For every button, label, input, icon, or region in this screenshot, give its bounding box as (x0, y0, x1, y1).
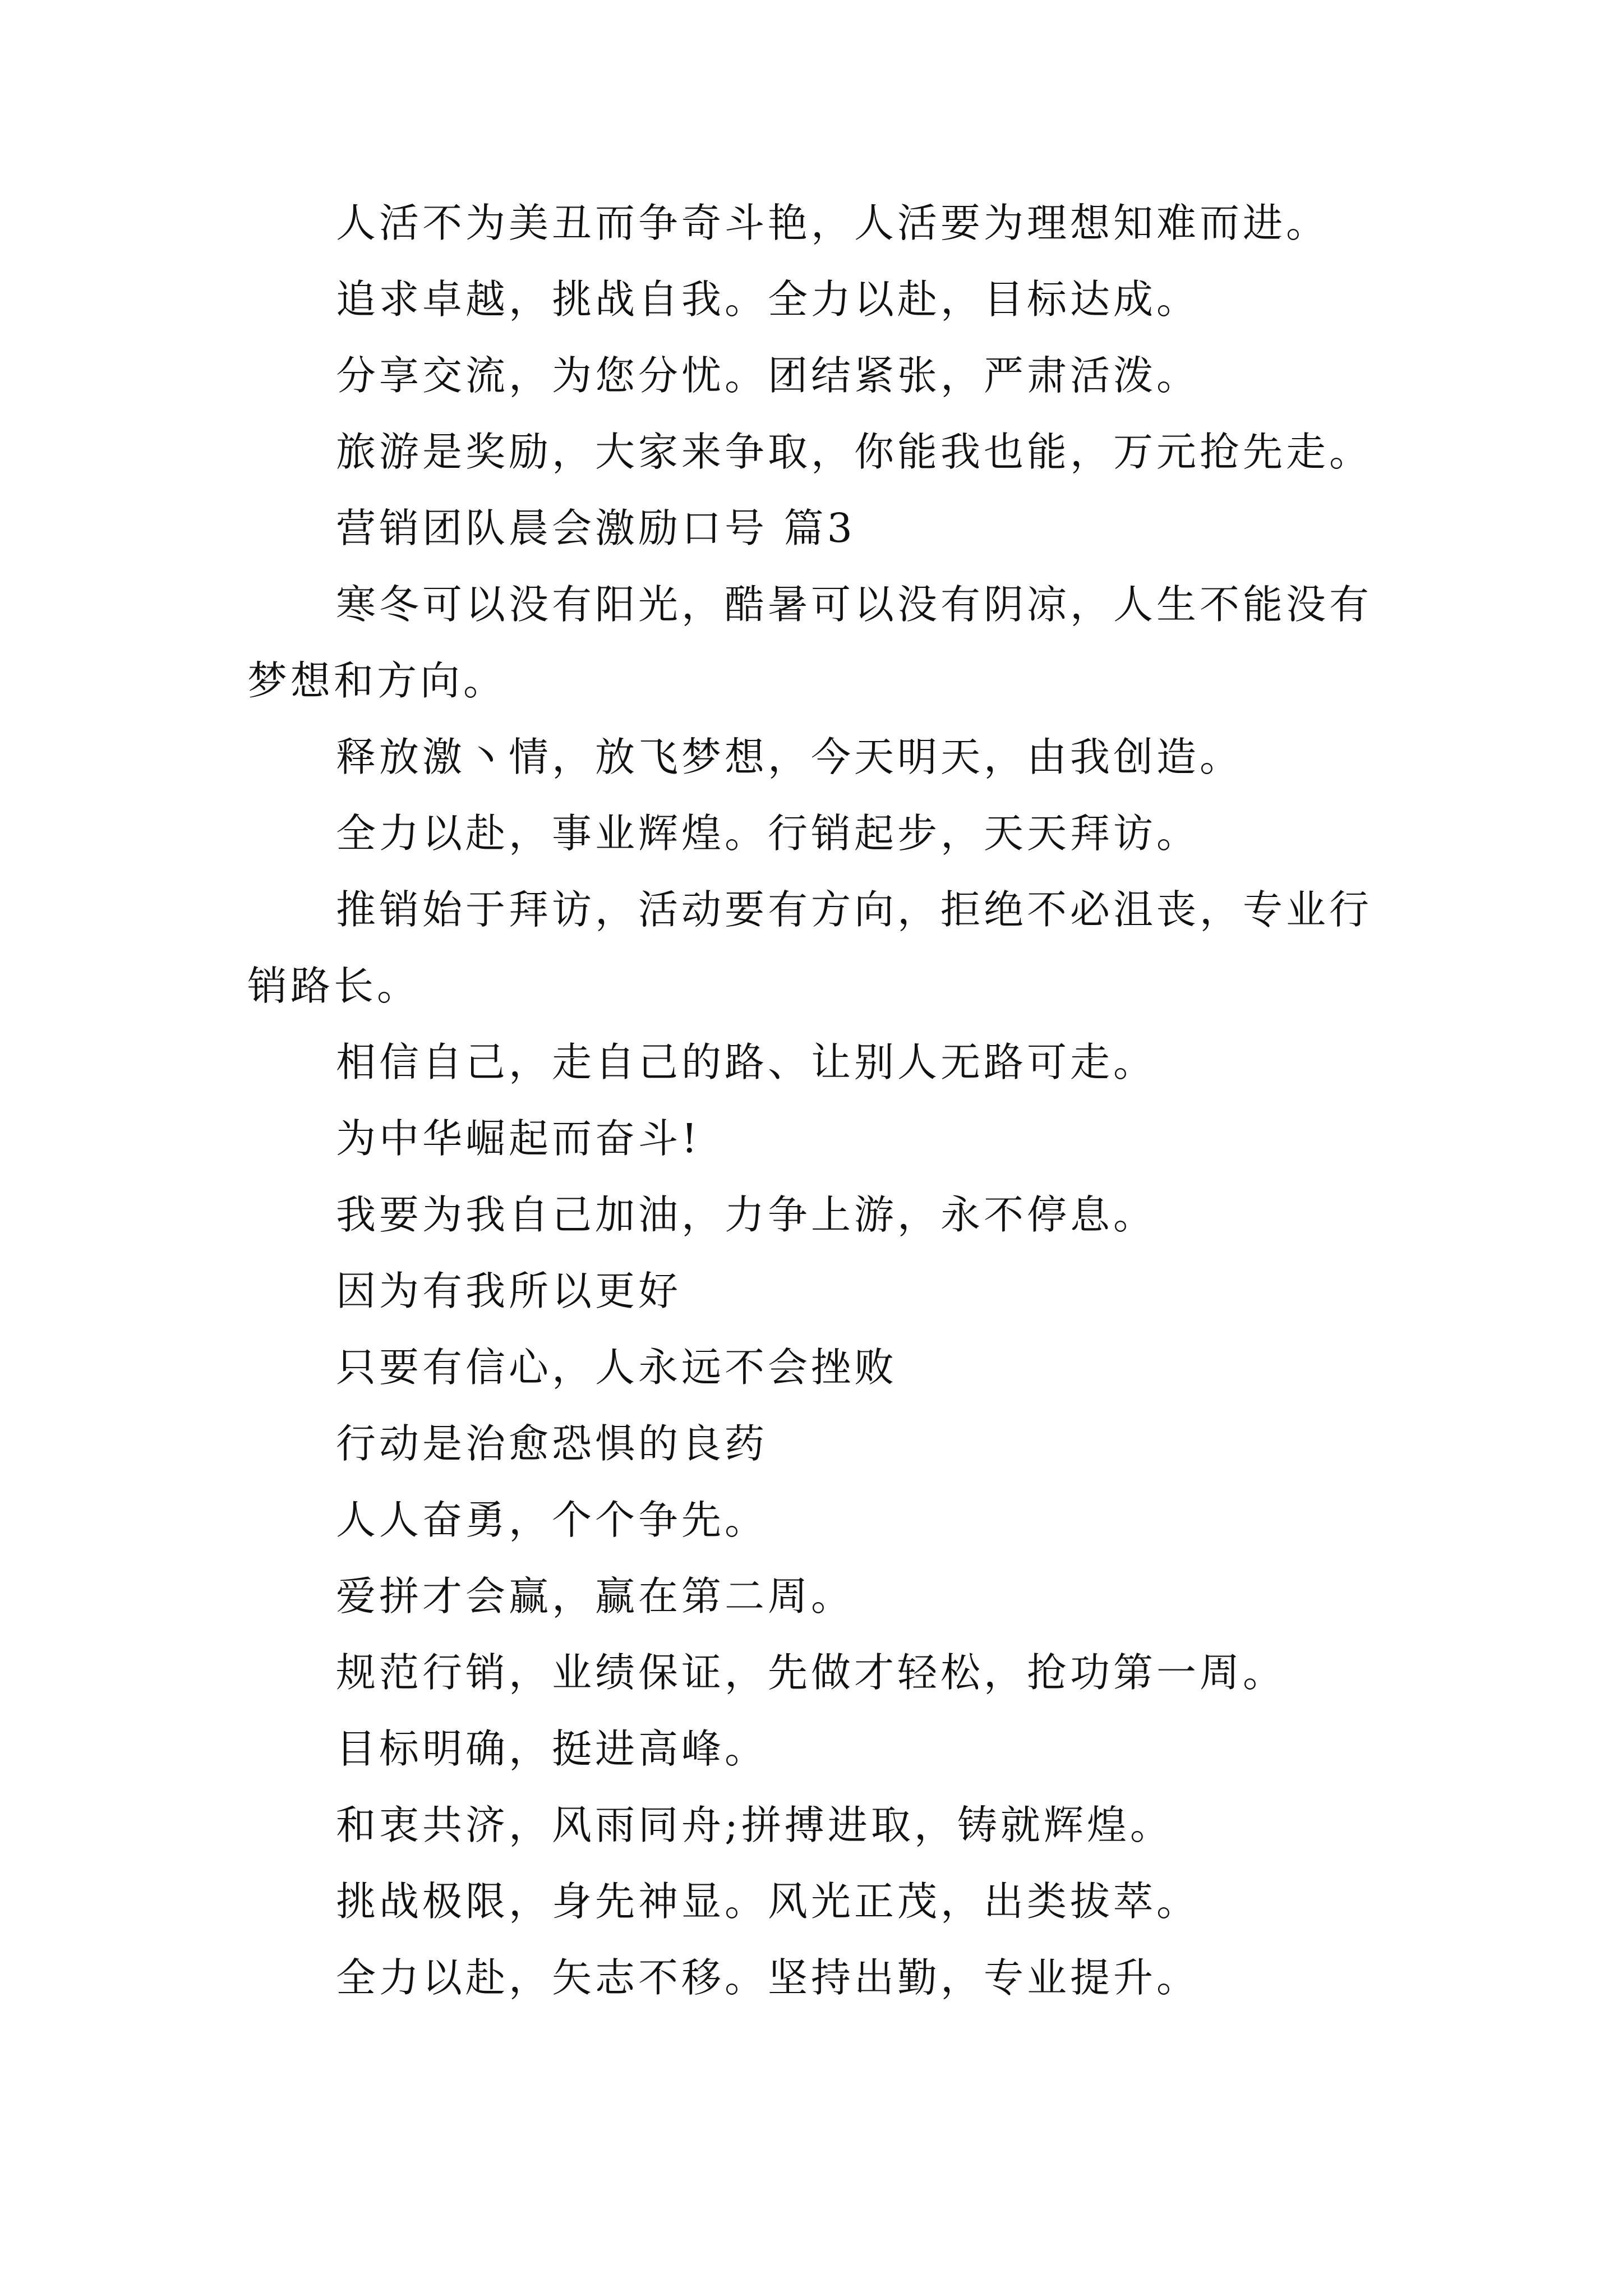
section-heading: 营销团队晨会激励口号 篇3 (336, 505, 856, 551)
paragraph: 人活不为美丑而争奇斗艳，人活要为理想知难而进。 (336, 200, 1330, 246)
paragraph: 释放激丶情，放飞梦想，今天明天，由我创造。 (336, 734, 1243, 780)
paragraph: 目标明确，挺进高峰。 (336, 1726, 768, 1772)
paragraph: 和衷共济，风雨同舟;拼搏进取，铸就辉煌。 (336, 1802, 1173, 1848)
paragraph: 全力以赴，事业辉煌。行销起步，天天拜访。 (336, 810, 1200, 857)
paragraph: 我要为我自己加油，力争上游，永不停息。 (336, 1191, 1157, 1238)
paragraph: 行动是治愈恐惧的良药 (336, 1420, 768, 1467)
paragraph: 分享交流，为您分忧。团结紧张，严肃活泼。 (336, 352, 1200, 399)
paragraph: 只要有信心，人永远不会挫败 (336, 1344, 898, 1391)
paragraph: 追求卓越，挑战自我。全力以赴，目标达成。 (336, 276, 1200, 323)
paragraph: 规范行销，业绩保证，先做才轻松，抢功第一周。 (336, 1649, 1287, 1696)
paragraph: 推销始于拜访，活动要有方向，拒绝不必沮丧，专业行销路长。 (247, 886, 1373, 1009)
paragraph: 寒冬可以没有阳光，酷暑可以没有阴凉，人生不能没有梦想和方向。 (247, 581, 1373, 704)
paragraph: 相信自己，走自己的路、让别人无路可走。 (336, 1039, 1157, 1085)
paragraph: 人人奋勇，个个争先。 (336, 1497, 768, 1543)
paragraph: 爱拼才会赢，赢在第二周。 (336, 1573, 855, 1619)
document-body (247, 185, 1386, 2016)
paragraph: 因为有我所以更好 (336, 1268, 682, 1314)
paragraph: 挑战极限，身先神显。风光正茂，出类拔萃。 (336, 1878, 1200, 1925)
paragraph: 全力以赴，矢志不移。坚持出勤，专业提升。 (336, 1954, 1200, 2001)
paragraph: 旅游是奖励，大家来争取，你能我也能，万元抢先走。 (336, 429, 1373, 475)
paragraph: 为中华崛起而奋斗! (336, 1115, 701, 1162)
